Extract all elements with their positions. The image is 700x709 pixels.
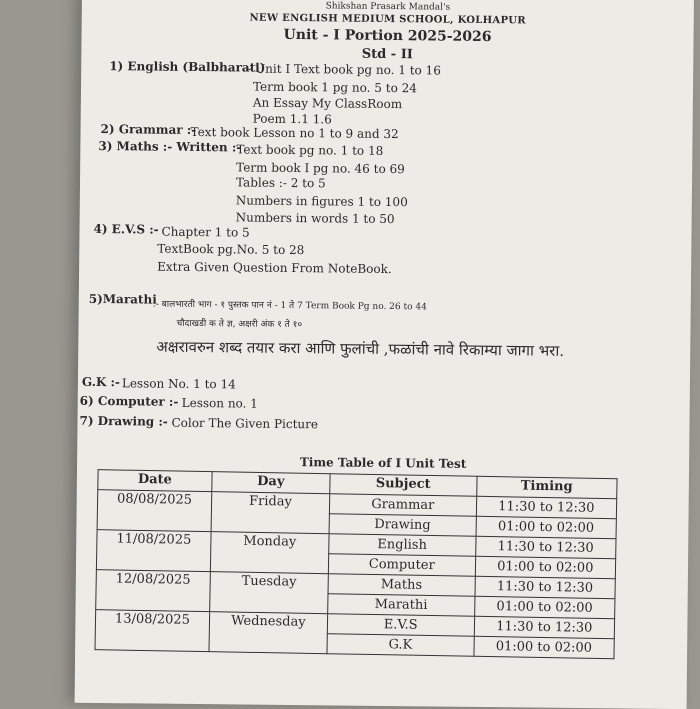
subject-cell: English bbox=[329, 534, 476, 557]
english-line: - Unit I Text book pg no. 1 to 16 bbox=[247, 61, 441, 78]
computer-label: 6) Computer :- bbox=[79, 393, 179, 409]
timing-cell: 11:30 to 12:30 bbox=[476, 496, 617, 518]
timing-cell: 11:30 to 12:30 bbox=[475, 576, 616, 598]
english-line: Term book 1 pg no. 5 to 24 bbox=[252, 79, 417, 96]
subject-cell: Computer bbox=[328, 554, 475, 577]
evs-line: TextBook pg.No. 5 to 28 bbox=[157, 241, 305, 258]
date-cell: 11/08/2025 bbox=[96, 530, 211, 572]
marathi-line: :- बालभारती भाग - १ पुस्तक पान नं - 1 ते 7 Term Book Pg no. 26 to 44 bbox=[152, 299, 427, 313]
subject-cell: Marathi bbox=[328, 594, 475, 617]
portion-title: Unit - I Portion 2025-2026 bbox=[283, 26, 492, 46]
english-line: An Essay My ClassRoom bbox=[252, 95, 403, 112]
column-header: Day bbox=[212, 472, 330, 494]
english-label: 1) English (Balbharati) bbox=[109, 59, 266, 75]
marathi-label: 5)Marathi bbox=[88, 291, 157, 307]
day-cell: Monday bbox=[210, 532, 329, 574]
day-cell: Tuesday bbox=[210, 572, 329, 614]
column-header: Timing bbox=[476, 476, 617, 498]
timetable-title: Time Table of I Unit Test bbox=[299, 455, 467, 471]
maths-label: 3) Maths :- Written :- bbox=[98, 138, 242, 155]
subject-cell: Drawing bbox=[329, 514, 476, 537]
timing-cell: 01:00 to 02:00 bbox=[474, 596, 615, 618]
column-header: Date bbox=[98, 470, 212, 492]
timing-cell: 01:00 to 02:00 bbox=[474, 636, 615, 658]
subject-cell: Maths bbox=[328, 574, 475, 597]
subject-cell: E.V.S bbox=[327, 614, 474, 637]
subject-cell: G.K bbox=[327, 634, 474, 657]
date-cell: 13/08/2025 bbox=[95, 610, 210, 652]
grammar-text: Text book Lesson no 1 to 9 and 32 bbox=[190, 124, 399, 142]
document-page bbox=[75, 0, 694, 709]
computer-text: Lesson no. 1 bbox=[181, 395, 258, 411]
timetable bbox=[94, 469, 617, 659]
evs-label: 4) E.V.S :- bbox=[93, 221, 159, 237]
maths-line: Numbers in figures 1 to 100 bbox=[235, 193, 408, 210]
drawing-label: 7) Drawing :- bbox=[79, 413, 168, 429]
timing-cell: 01:00 to 02:00 bbox=[475, 556, 616, 578]
drawing-text: Color The Given Picture bbox=[171, 415, 319, 432]
marathi-line: चौदाखडी क ते ज्ञ, अक्षरी अंक १ ते १० bbox=[176, 318, 303, 331]
english-line: Poem 1.1 1.6 bbox=[252, 111, 332, 127]
day-cell: Wednesday bbox=[209, 612, 328, 654]
date-cell: 08/08/2025 bbox=[97, 490, 212, 532]
maths-line: Term book I pg no. 46 to 69 bbox=[236, 160, 405, 177]
day-cell: Friday bbox=[211, 492, 330, 534]
evs-line: Chapter 1 to 5 bbox=[161, 224, 250, 240]
timing-cell: 01:00 to 02:00 bbox=[476, 516, 617, 538]
maths-line: Numbers in words 1 to 50 bbox=[235, 210, 395, 227]
subject-cell: Grammar bbox=[329, 494, 476, 517]
column-header: Subject bbox=[330, 474, 477, 497]
gk-text: Lesson No. 1 to 14 bbox=[121, 376, 236, 392]
gk-label: G.K :- bbox=[81, 374, 121, 390]
date-cell: 12/08/2025 bbox=[96, 570, 211, 612]
timing-cell: 11:30 to 12:30 bbox=[474, 616, 615, 638]
mandal-name: Shikshan Prasark Mandal's bbox=[325, 1, 451, 13]
marathi-line: अक्षरावरुन शब्द तयार करा आणि फुलांची ,फळांची नावे रिकाम्या जागा भरा. bbox=[156, 337, 565, 360]
school-name: NEW ENGLISH MEDIUM SCHOOL, KOLHAPUR bbox=[249, 12, 526, 27]
std-label: Std - II bbox=[361, 46, 413, 63]
evs-line: Extra Given Question From NoteBook. bbox=[157, 259, 392, 277]
timing-cell: 11:30 to 12:30 bbox=[475, 536, 616, 558]
maths-line: Tables :- 2 to 5 bbox=[235, 175, 326, 191]
grammar-label: 2) Grammar :- bbox=[100, 121, 197, 137]
maths-line: Text book pg no. 1 to 18 bbox=[236, 142, 384, 158]
